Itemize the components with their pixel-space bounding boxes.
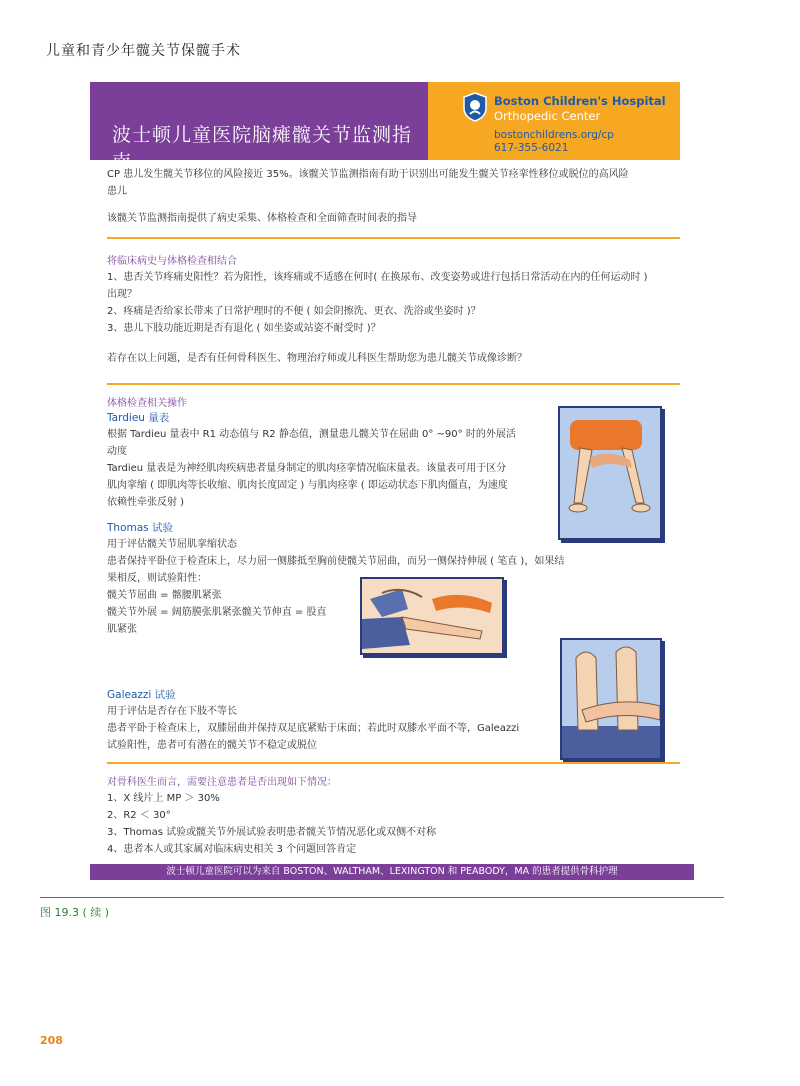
galeazzi-line: 试验阳性，患者可有潜在的髋关节不稳定或脱位 (107, 740, 317, 751)
ortho-item-3: 3、Thomas 试验或髋关节外展试验表明患者髋关节情况恶化或双侧不对称 (107, 827, 437, 838)
section-divider (107, 237, 680, 239)
thomas-illustration (360, 577, 504, 655)
caption-rule (40, 897, 724, 898)
logo-phone: 617-355-6021 (494, 142, 569, 154)
tardieu-title: Tardieu 量表 (107, 412, 170, 424)
ortho-item-2: 2、R2 ＜ 30° (107, 810, 171, 821)
intro-line-1: CP 患儿发生髋关节移位的风险接近 35%。该髋关节监测指南有助于识别出可能发生髋关节痉挛性移位或脱位的高风险 (107, 169, 629, 180)
ortho-item-4: 4、患者本人或其家属对临床病史相关 3 个问题回答肯定 (107, 844, 357, 855)
history-item-2: 2、疼痛是否给家长带来了日常护理时的不便 ( 如会阴擦洗、更衣、洗浴或坐姿时 )？ (107, 306, 481, 317)
galeazzi-line: 用于评估是否存在下肢不等长 (107, 706, 237, 717)
tardieu-line: 依赖性牵张反射 ) (107, 497, 185, 508)
thomas-line: 肌紧张 (107, 624, 137, 635)
logo-hospital-name: Boston Children's Hospital (494, 94, 666, 108)
history-item-1a: 1、患否关节疼痛史阳性？若为阳性，该疼痛或不适感在何时( 在换尿布、改变姿势或进行包括日常活动在内的任何运动时 ) (107, 272, 648, 283)
thomas-line: 用于评估髋关节屈肌挛缩状态 (107, 539, 237, 550)
galeazzi-title: Galeazzi 试验 (107, 689, 176, 701)
tardieu-line: 肌肉挛缩 ( 即肌肉等长收缩、肌肉长度固定 ) 与肌肉痉挛 ( 即运动状态下肌肉僵直，为速度 (107, 480, 508, 491)
tardieu-illustration (558, 406, 662, 540)
page-number: 208 (40, 1034, 63, 1047)
thomas-line: 患者保持平卧位于检查床上，尽力屈一侧膝抵至胸前使髋关节屈曲，而另一侧保持伸展 ( 笔直 )，如果结 (107, 556, 565, 567)
logo-center-name: Orthopedic Center (494, 109, 601, 123)
thomas-line: 果相反，则试验阳性： (107, 573, 207, 584)
history-title: 将临床病史与体格检查相结合 (107, 256, 237, 267)
galeazzi-illustration (560, 638, 662, 760)
history-question: 若存在以上问题，是否有任何骨科医生、物理治疗师或儿科医生帮助您为患儿髋关节成像诊断？ (107, 353, 527, 364)
history-item-1b: 出现？ (107, 289, 137, 300)
hospital-logo-icon (462, 92, 488, 122)
section-divider (107, 383, 680, 385)
thomas-title: Thomas 试验 (107, 522, 173, 534)
running-head: 儿童和青少年髋关节保髋手术 (46, 43, 241, 59)
intro-line-2: 患儿 (107, 186, 127, 197)
exam-title: 体格检查相关操作 (107, 398, 187, 409)
logo-website: bostonchildrens.org/cp (494, 129, 614, 141)
history-item-3: 3、患儿下肢功能近期是否有退化 ( 如坐姿或站姿不耐受时 )？ (107, 323, 381, 334)
ortho-title: 对骨科医生而言，需要注意患者是否出现如下情况： (107, 777, 337, 788)
intro-line-3: 该髋关节监测指南提供了病史采集、体格检查和全面筛查时间表的指导 (107, 213, 417, 224)
section-divider (107, 762, 680, 764)
figure-caption: 图 19.3 ( 续 ) (40, 906, 110, 919)
tardieu-line: Tardieu 量表是为神经肌肉疾病患者量身制定的肌肉痉挛情况临床量表。该量表可用于区分 (107, 463, 507, 474)
guide-banner (90, 82, 680, 173)
tardieu-line: 动度 (107, 446, 127, 457)
banner-title-panel (90, 82, 428, 173)
service-area-bar: 波士顿儿童医院可以为来自 BOSTON、WALTHAM、LEXINGTON 和 PEABODY，MA 的患者提供骨科护理 (90, 864, 694, 880)
ortho-item-1: 1、X 线片上 MP ＞ 30% (107, 793, 220, 804)
tardieu-line: 根据 Tardieu 量表中 R1 动态值与 R2 静态值，测量患儿髋关节在屈曲 0° ~90° 时的外展活 (107, 429, 516, 440)
galeazzi-line: 患者平卧于检查床上，双膝屈曲并保持双足底紧贴于床面；若此时双膝水平面不等，Galeazzi (107, 723, 520, 734)
banner-title: 波士顿儿童医院脑瘫髋关节监测指南 (112, 124, 413, 173)
thomas-line: 髋关节外展 = 阔筋膜张肌紧张髋关节伸直 = 股直 (107, 607, 327, 618)
thomas-line: 髋关节屈曲 = 髂腰肌紧张 (107, 590, 222, 601)
